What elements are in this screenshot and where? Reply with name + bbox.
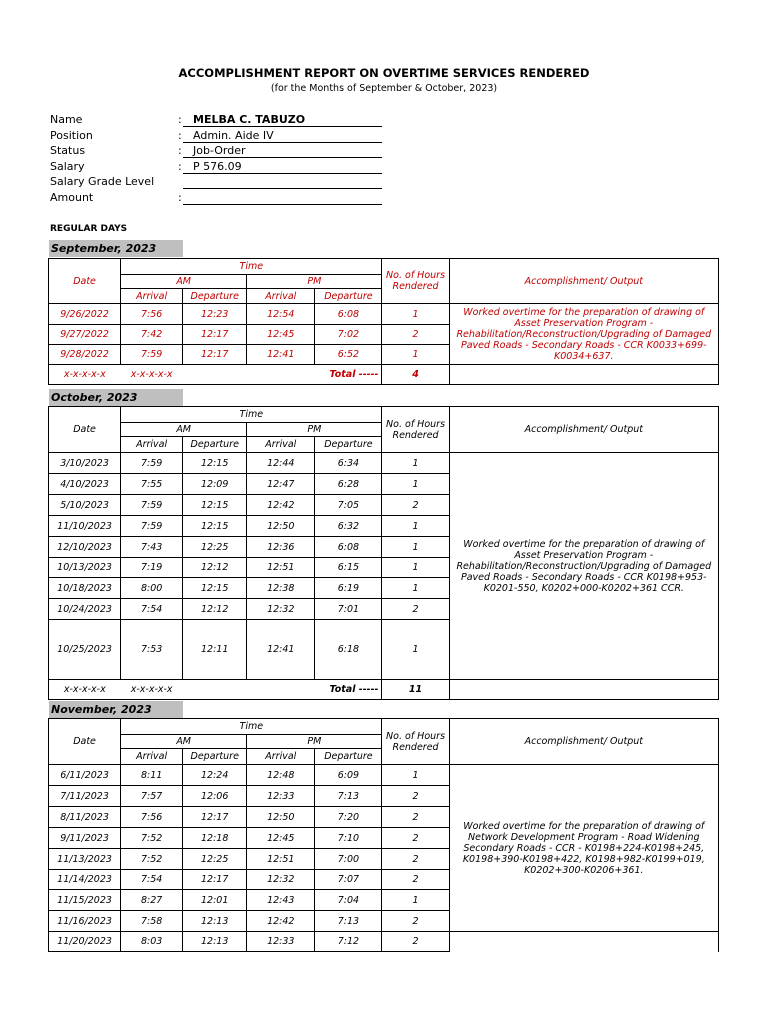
cell-am-dep: 12:18 [183,828,247,849]
cell-am-arr: 7:56 [121,807,183,828]
header-pm-departure: Departure [315,749,382,765]
accomplishment-text: Worked overtime for the preparation of drawing of Network Development Program - Road Widening Secondary Roads - CCR - K0198+224-K0198+245, K0198+390-K0198+422, K0198+982-K0199+019, K0202+300-K0206+361. [449,765,718,932]
cell-pm-arr: 12:42 [247,495,315,516]
cell-date: 11/10/2023 [49,516,121,537]
cell-pm-arr: 12:51 [247,849,315,870]
cell-am-arr: 7:53 [121,620,183,680]
cell-hours: 1 [382,558,449,578]
info-colon: : [178,159,182,173]
cell-pm-arr: 12:43 [247,890,315,911]
cell-hours: 1 [382,537,449,558]
cell-hours: 1 [382,578,449,599]
header-row [49,719,719,735]
cell-am-dep: 12:06 [183,786,247,807]
cell-hours: 2 [382,932,449,952]
info-colon: : [178,190,182,204]
cell-am-dep: 12:15 [183,495,247,516]
cell-am-dep: 12:15 [183,516,247,537]
cell-hours: 2 [382,786,449,807]
placeholder-cell: x-x-x-x-x [49,365,121,385]
cell-am-arr: 7:59 [121,453,183,474]
cell-hours: 2 [382,828,449,849]
header-time: Time [121,407,382,423]
header-hours: No. of Hours Rendered [382,259,449,304]
header-am: AM [121,275,247,289]
cell-am-dep: 12:24 [183,765,247,786]
cell-pm-dep: 6:15 [315,558,382,578]
cell-pm-arr: 12:32 [247,599,315,620]
cell-pm-arr: 12:33 [247,932,315,952]
report-title: ACCOMPLISHMENT REPORT ON OVERTIME SERVICES RENDERED [178,66,590,80]
info-label: Status [50,144,86,158]
cell-pm-dep: 6:08 [315,304,382,325]
cell-hours: 2 [382,325,449,345]
info-value [183,191,382,205]
header-am: AM [121,423,247,437]
cell-hours: 1 [382,345,449,365]
regular-days-label: REGULAR DAYS [50,224,128,234]
cell-am-arr: 7:43 [121,537,183,558]
header-row [49,259,719,275]
info-value: P 576.09 [183,160,382,174]
cell-hours: 1 [382,516,449,537]
cell-hours: 2 [382,599,449,620]
cell-pm-arr: 12:45 [247,828,315,849]
cell-date: 9/26/2022 [49,304,121,325]
cell-pm-arr: 12:54 [247,304,315,325]
cell-date: 7/11/2023 [49,786,121,807]
cell-pm-arr: 12:50 [247,516,315,537]
cell-pm-dep: 7:10 [315,828,382,849]
total-empty [449,365,718,385]
cell-hours: 1 [382,474,449,495]
info-value: MELBA C. TABUZO [183,113,382,127]
cell-date: 10/24/2023 [49,599,121,620]
cell-date: 3/10/2023 [49,453,121,474]
month-header: October, 2023 [49,389,183,406]
report-subtitle: (for the Months of September & October, 2023) [270,83,498,94]
header-am: AM [121,735,247,749]
cell-am-arr: 8:11 [121,765,183,786]
cell-am-arr: 7:52 [121,849,183,870]
cell-pm-dep: 6:08 [315,537,382,558]
month-header: September, 2023 [49,240,183,257]
cell-date: 11/16/2023 [49,911,121,932]
cell-am-dep: 12:12 [183,558,247,578]
cell-hours: 2 [382,870,449,890]
cell-pm-dep: 7:00 [315,849,382,870]
info-colon: : [178,113,182,126]
cell-date: 11/14/2023 [49,870,121,890]
cell-am-arr: 8:00 [121,578,183,599]
cell-date: 8/11/2023 [49,807,121,828]
cell-am-dep: 12:01 [183,890,247,911]
header-date: Date [49,719,121,765]
overtime-table [48,258,719,385]
cell-am-dep: 12:25 [183,537,247,558]
cell-hours: 1 [382,453,449,474]
cell-pm-dep: 6:52 [315,345,382,365]
cell-hours: 2 [382,849,449,870]
cell-hours: 1 [382,890,449,911]
cell-pm-arr: 12:33 [247,786,315,807]
info-value: Admin. Aide IV [183,129,382,143]
header-pm: PM [247,423,382,437]
info-label: Name [50,113,83,126]
cell-pm-dep: 7:13 [315,786,382,807]
cell-pm-dep: 7:01 [315,599,382,620]
header-am-arrival: Arrival [121,437,183,453]
header-am-arrival: Arrival [121,749,183,765]
cell-am-dep: 12:17 [183,807,247,828]
header-time: Time [121,259,382,275]
info-colon: : [178,144,182,158]
cell-am-arr: 7:19 [121,558,183,578]
header-accomplishment: Accomplishment/ Output [449,719,718,765]
cell-pm-dep: 6:32 [315,516,382,537]
cell-am-arr: 7:56 [121,304,183,325]
header-pm-departure: Departure [315,289,382,304]
cell-date: 12/10/2023 [49,537,121,558]
header-pm: PM [247,275,382,289]
accomplishment-empty [449,932,718,952]
cell-am-dep: 12:13 [183,911,247,932]
header-am-departure: Departure [183,749,247,765]
info-colon: : [178,128,182,142]
cell-pm-arr: 12:41 [247,620,315,680]
cell-pm-arr: 12:44 [247,453,315,474]
cell-am-arr: 7:57 [121,786,183,807]
cell-pm-dep: 6:19 [315,578,382,599]
header-pm-departure: Departure [315,437,382,453]
placeholder-cell: x-x-x-x-x [121,365,183,385]
header-date: Date [49,259,121,304]
cell-hours: 2 [382,807,449,828]
cell-pm-dep: 7:20 [315,807,382,828]
header-row [49,407,719,423]
cell-date: 6/11/2023 [49,765,121,786]
cell-date: 9/27/2022 [49,325,121,345]
cell-date: 10/13/2023 [49,558,121,578]
cell-pm-dep: 7:04 [315,890,382,911]
cell-hours: 2 [382,495,449,516]
cell-pm-dep: 7:13 [315,911,382,932]
info-label: Amount [50,190,94,204]
cell-pm-dep: 6:18 [315,620,382,680]
total-row [49,365,719,385]
cell-date: 11/20/2023 [49,932,121,952]
header-am-departure: Departure [183,437,247,453]
cell-am-dep: 12:15 [183,578,247,599]
total-empty [449,680,718,700]
cell-pm-arr: 12:32 [247,870,315,890]
cell-date: 5/10/2023 [49,495,121,516]
cell-pm-dep: 7:05 [315,495,382,516]
cell-pm-arr: 12:45 [247,325,315,345]
cell-am-dep: 12:17 [183,870,247,890]
cell-pm-arr: 12:36 [247,537,315,558]
table-row [49,765,719,786]
accomplishment-text: Worked overtime for the preparation of drawing of Asset Preservation Program - Rehabilitation/Reconstruction/Upgrading of Damaged Paved Roads - Secondary Roads - CCR K0033+699-K0034+637. [449,304,718,365]
cell-am-arr: 8:03 [121,932,183,952]
total-label: Total ----- [183,680,382,700]
overtime-table [48,718,719,952]
cell-am-arr: 7:58 [121,911,183,932]
cell-am-dep: 12:25 [183,849,247,870]
header-time: Time [121,719,382,735]
header-pm-arrival: Arrival [247,289,315,304]
cell-pm-arr: 12:38 [247,578,315,599]
total-value: 4 [382,365,449,385]
cell-am-dep: 12:12 [183,599,247,620]
header-pm-arrival: Arrival [247,437,315,453]
cell-hours: 1 [382,765,449,786]
cell-am-arr: 7:59 [121,345,183,365]
cell-am-arr: 7:54 [121,599,183,620]
cell-am-dep: 12:13 [183,932,247,952]
placeholder-cell: x-x-x-x-x [49,680,121,700]
cell-am-arr: 7:59 [121,495,183,516]
cell-pm-arr: 12:42 [247,911,315,932]
placeholder-cell: x-x-x-x-x [121,680,183,700]
cell-pm-arr: 12:47 [247,474,315,495]
cell-pm-dep: 7:07 [315,870,382,890]
table-row [49,304,719,325]
cell-date: 9/28/2022 [49,345,121,365]
accomplishment-text: Worked overtime for the preparation of drawing of Asset Preservation Program - Rehabilitation/Reconstruction/Upgrading of Damaged Paved Roads - Secondary Roads - CCR K0198+953-K0201-550, K0202+000-K0202+361 CCR. [449,453,718,680]
cell-am-dep: 12:23 [183,304,247,325]
cell-pm-dep: 6:34 [315,453,382,474]
total-value: 11 [382,680,449,700]
cell-pm-dep: 7:12 [315,932,382,952]
cell-am-dep: 12:15 [183,453,247,474]
cell-date: 11/13/2023 [49,849,121,870]
overtime-table [48,406,719,700]
info-label: Position [50,128,93,142]
cell-hours: 1 [382,304,449,325]
cell-pm-dep: 7:02 [315,325,382,345]
info-value [183,175,382,189]
info-label: Salary [50,159,85,173]
info-label: Salary Grade Level [50,175,155,189]
total-row [49,680,719,700]
cell-pm-dep: 6:09 [315,765,382,786]
cell-pm-arr: 12:48 [247,765,315,786]
header-hours: No. of Hours Rendered [382,407,449,453]
cell-date: 10/18/2023 [49,578,121,599]
total-label: Total ----- [183,365,382,385]
month-header: November, 2023 [49,701,183,718]
cell-am-dep: 12:09 [183,474,247,495]
header-accomplishment: Accomplishment/ Output [449,259,718,304]
cell-pm-arr: 12:51 [247,558,315,578]
cell-pm-arr: 12:41 [247,345,315,365]
header-am-departure: Departure [183,289,247,304]
cell-am-dep: 12:11 [183,620,247,680]
header-pm-arrival: Arrival [247,749,315,765]
cell-hours: 2 [382,911,449,932]
header-hours: No. of Hours Rendered [382,719,449,765]
cell-am-dep: 12:17 [183,345,247,365]
cell-am-arr: 7:54 [121,870,183,890]
cell-am-dep: 12:17 [183,325,247,345]
header-pm: PM [247,735,382,749]
cell-hours: 1 [382,620,449,680]
table-row [49,453,719,474]
cell-am-arr: 7:59 [121,516,183,537]
cell-date: 9/11/2023 [49,828,121,849]
table-row [49,932,719,952]
cell-am-arr: 7:42 [121,325,183,345]
cell-pm-arr: 12:50 [247,807,315,828]
cell-date: 11/15/2023 [49,890,121,911]
header-am-arrival: Arrival [121,289,183,304]
cell-date: 10/25/2023 [49,620,121,680]
cell-am-arr: 8:27 [121,890,183,911]
info-value: Job-Order [183,144,382,158]
header-date: Date [49,407,121,453]
cell-date: 4/10/2023 [49,474,121,495]
cell-am-arr: 7:55 [121,474,183,495]
cell-pm-dep: 6:28 [315,474,382,495]
cell-am-arr: 7:52 [121,828,183,849]
header-accomplishment: Accomplishment/ Output [449,407,718,453]
